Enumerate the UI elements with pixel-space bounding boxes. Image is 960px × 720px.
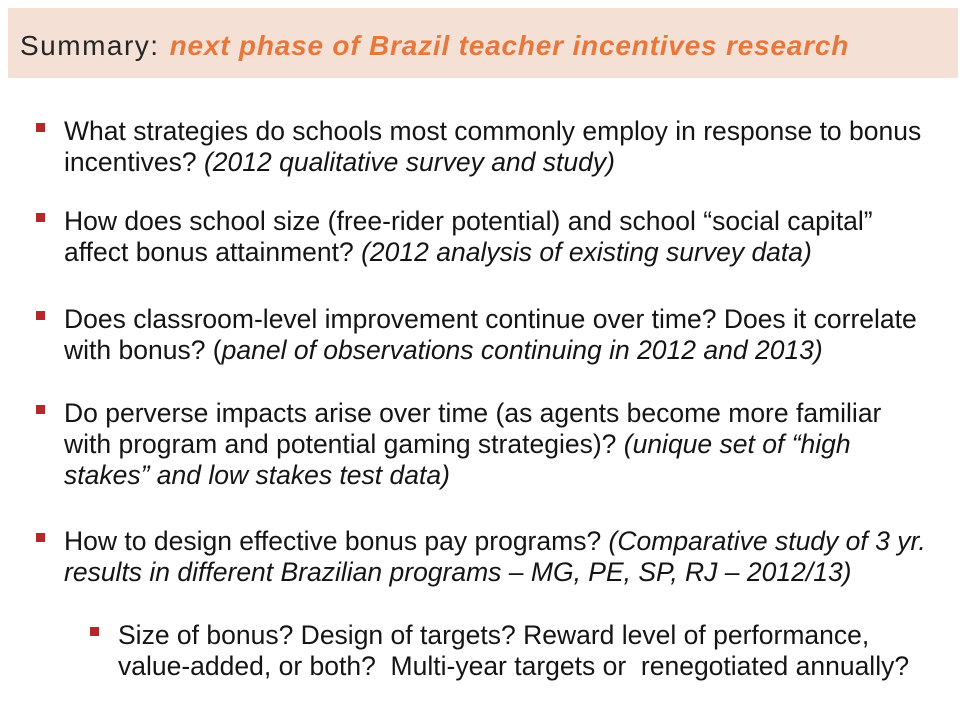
- bullet-item: [64, 206, 873, 268]
- bullet-line: [64, 335, 917, 366]
- bullet-item: [64, 304, 917, 366]
- bullet-line: [64, 460, 881, 491]
- bullet-line: [64, 557, 926, 588]
- bullet-item: [64, 526, 926, 588]
- bullet-line: [64, 398, 881, 429]
- bullet-text: incentives?: [64, 147, 204, 177]
- bullet-text: affect bonus attainment?: [64, 237, 362, 267]
- square-bullet-icon: [90, 627, 99, 636]
- bullet-note: (2012 qualitative survey and study): [203, 147, 615, 177]
- bullet-note: stakes” and low stakes test data): [64, 460, 450, 490]
- square-bullet-icon: [36, 123, 45, 132]
- bullet-note: (unique set of “high: [623, 429, 851, 459]
- bullet-text: with bonus? (: [64, 335, 222, 365]
- bullet-note: panel of observations continuing in 2012 and 2013): [221, 335, 823, 365]
- bullet-note: (2012 analysis of existing survey data): [361, 237, 812, 267]
- slide-title: [20, 26, 849, 66]
- sub-bullet-text: value-added, or both? Multi-year targets or renegotiated annually?: [118, 651, 910, 681]
- bullet-note: (Comparative study of 3 yr.: [608, 526, 926, 556]
- bullet-text: Do perverse impacts arise over time (as agents become more familiar: [64, 398, 882, 428]
- bullet-text: with program and potential gaming strategies)?: [64, 429, 624, 459]
- bullet-line: [64, 206, 873, 237]
- title-bar: [8, 8, 958, 78]
- bullet-line: [64, 116, 921, 147]
- sub-bullet-text: Size of bonus? Design of targets? Reward level of performance,: [118, 620, 870, 650]
- square-bullet-icon: [36, 213, 45, 222]
- bullet-text: What strategies do schools most commonly employ in response to bonus: [64, 116, 922, 146]
- square-bullet-icon: [36, 405, 45, 414]
- bullet-item: [64, 398, 881, 491]
- bullet-line: [64, 237, 873, 268]
- sub-bullet-line: [118, 620, 909, 651]
- sub-bullet-item: [118, 620, 909, 682]
- bullet-text: How to design effective bonus pay programs?: [64, 526, 609, 556]
- square-bullet-icon: [36, 311, 45, 320]
- sub-bullet-line: [118, 651, 909, 682]
- bullet-line: [64, 147, 921, 178]
- bullet-line: [64, 429, 881, 460]
- bullet-note: results in different Brazilian programs – MG, PE, SP, RJ – 2012/13): [64, 557, 852, 587]
- bullet-line: [64, 304, 917, 335]
- square-bullet-icon: [36, 533, 45, 542]
- title-highlight: next phase of Brazil teacher incentives research: [169, 30, 850, 61]
- bullet-text: How does school size (free-rider potential) and school “social capital”: [64, 206, 873, 236]
- bullet-text: Does classroom-level improvement continue over time? Does it correlate: [64, 304, 917, 334]
- bullet-item: [64, 116, 921, 178]
- bullet-line: [64, 526, 926, 557]
- title-prefix: Summary:: [20, 30, 160, 61]
